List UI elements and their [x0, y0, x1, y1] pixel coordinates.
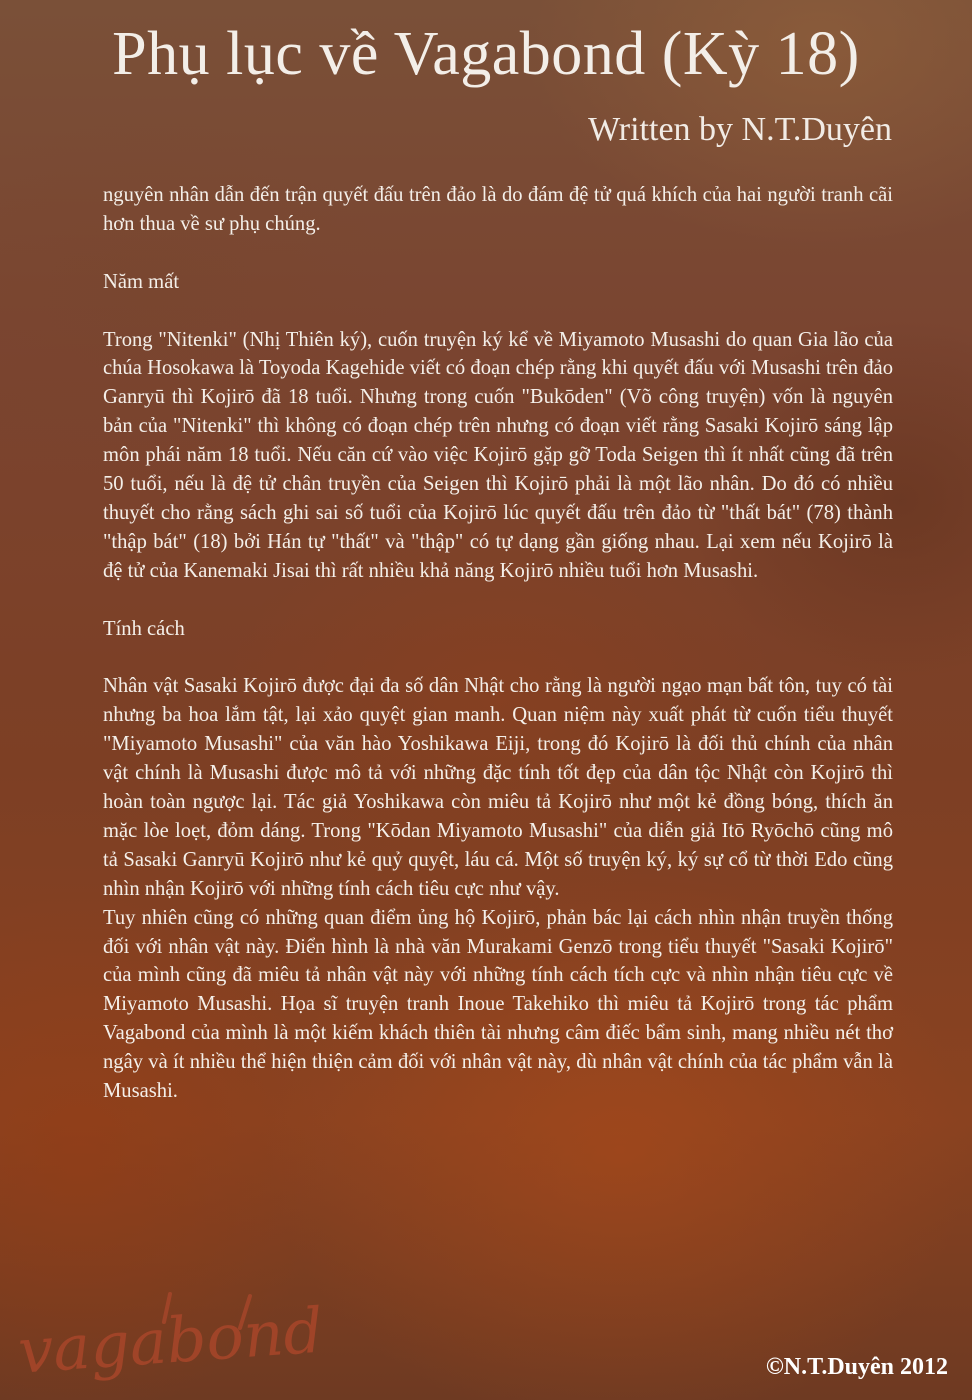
paragraph-character: Nhân vật Sasaki Kojirō được đại đa số dân Nhật cho rằng là người ngạo mạn bất tôn, tuy có tài nhưng ba hoa lắm tật, lại xảo quyệt gian manh. Quan niệm này xuất phát từ cuốn tiểu thuyết "Miyamoto Musashi" của văn hào Yoshikawa Eiji, trong đó Kojirō là đối thủ chính của nhân vật chính là Musashi được mô tả với những đặc tính tốt đẹp của dân tộc Nhật còn Kojirō thì hoàn toàn ngược lại. Tác giả Yoshikawa còn miêu tả Kojirō như một kẻ đồng bóng, thích ăn mặc lòe loẹt, đỏm dáng. Trong "Kōdan Miyamoto Musashi" của diễn giả Itō Ryōchō cũng mô tả Sasaki Ganryū Kojirō như kẻ quỷ quyệt, láu cá. Một số truyện ký, ký sự cổ từ thời Edo cũng nhìn nhận Kojirō với những tính cách tiêu cực như vậy.: [103, 675, 893, 900]
section-heading-character: Tính cách: [103, 617, 185, 640]
section-heading-age: Năm mất: [103, 270, 180, 293]
vagabond-logo: [14, 1282, 326, 1392]
page-title: Phụ lục về Vagabond (Kỳ 18): [112, 20, 860, 88]
paragraph-intro: nguyên nhân dẫn đến trận quyết đấu trên đảo là do đám đệ tử quá khích của hai người tranh cãi hơn thua về sư phụ chúng.: [103, 184, 893, 235]
paragraph-age: Trong "Nitenki" (Nhị Thiên ký), cuốn truyện ký kể về Miyamoto Musashi do quan Gia lão của chúa Hosokawa là Toyoda Kagehide viết có đoạn chép rằng khi quyết đấu với Musashi trên đảo Ganryū thì Kojirō đã 18 tuổi. Nhưng trong cuốn "Bukōden" (Võ công truyện) vốn là nguyên bản của "Nitenki" thì không có đoạn chép trên nhưng có đoạn viết rằng Sasaki Kojirō sáng lập môn phái năm 18 tuổi. Nếu căn cứ vào việc Kojirō gặp gỡ Toda Seigen thì ít nhất cũng đã trên 50 tuổi, nếu là đệ tử chân truyền của Seigen thì Kojirō phải là một lão nhân. Do đó có nhiều thuyết cho rằng sách ghi sai số tuổi của Kojirō lúc quyết đấu trên đảo từ "thất bát" (78) thành "thập bát" (18) bởi Hán tự "thất" và "thập" có tự dạng gần giống nhau. Lại xem nếu Kojirō là đệ tử của Kanemaki Jisai thì rất nhiều khả năng Kojirō nhiều tuổi hơn Musashi.: [103, 328, 893, 582]
author-byline: Written by N.T.Duyên: [588, 111, 892, 148]
vagabond-logo-text: vagabond: [15, 1293, 326, 1388]
paragraph-spacer: [103, 643, 893, 672]
paragraph-spacer: [103, 297, 893, 326]
paragraph-spacer: [103, 239, 893, 268]
paragraph-spacer: [103, 586, 893, 615]
copyright-notice: ©N.T.Duyên 2012: [765, 1354, 948, 1380]
article-body: [103, 181, 893, 1106]
paragraph-counterview: Tuy nhiên cũng có những quan điểm ủng hộ Kojirō, phản bác lại cách nhìn nhận truyền thống đối với nhân vật này. Điển hình là nhà văn Murakami Genzō trong tiểu thuyết "Sasaki Kojirō" của mình cũng đã miêu tả nhân vật này với những tính cách tích cực và nhìn nhận tiêu cực về Miyamoto Musashi. Họa sĩ truyện tranh Inoue Takehiko thì miêu tả Kojirō trong tác phẩm Vagabond của mình là một kiếm khách thiên tài nhưng câm điếc bẩm sinh, mang nhiều nét thơ ngây và ít nhiều thể hiện thiện cảm đối với nhân vật này, dù nhân vật chính của tác phẩm vẫn là Musashi.: [103, 906, 893, 1103]
